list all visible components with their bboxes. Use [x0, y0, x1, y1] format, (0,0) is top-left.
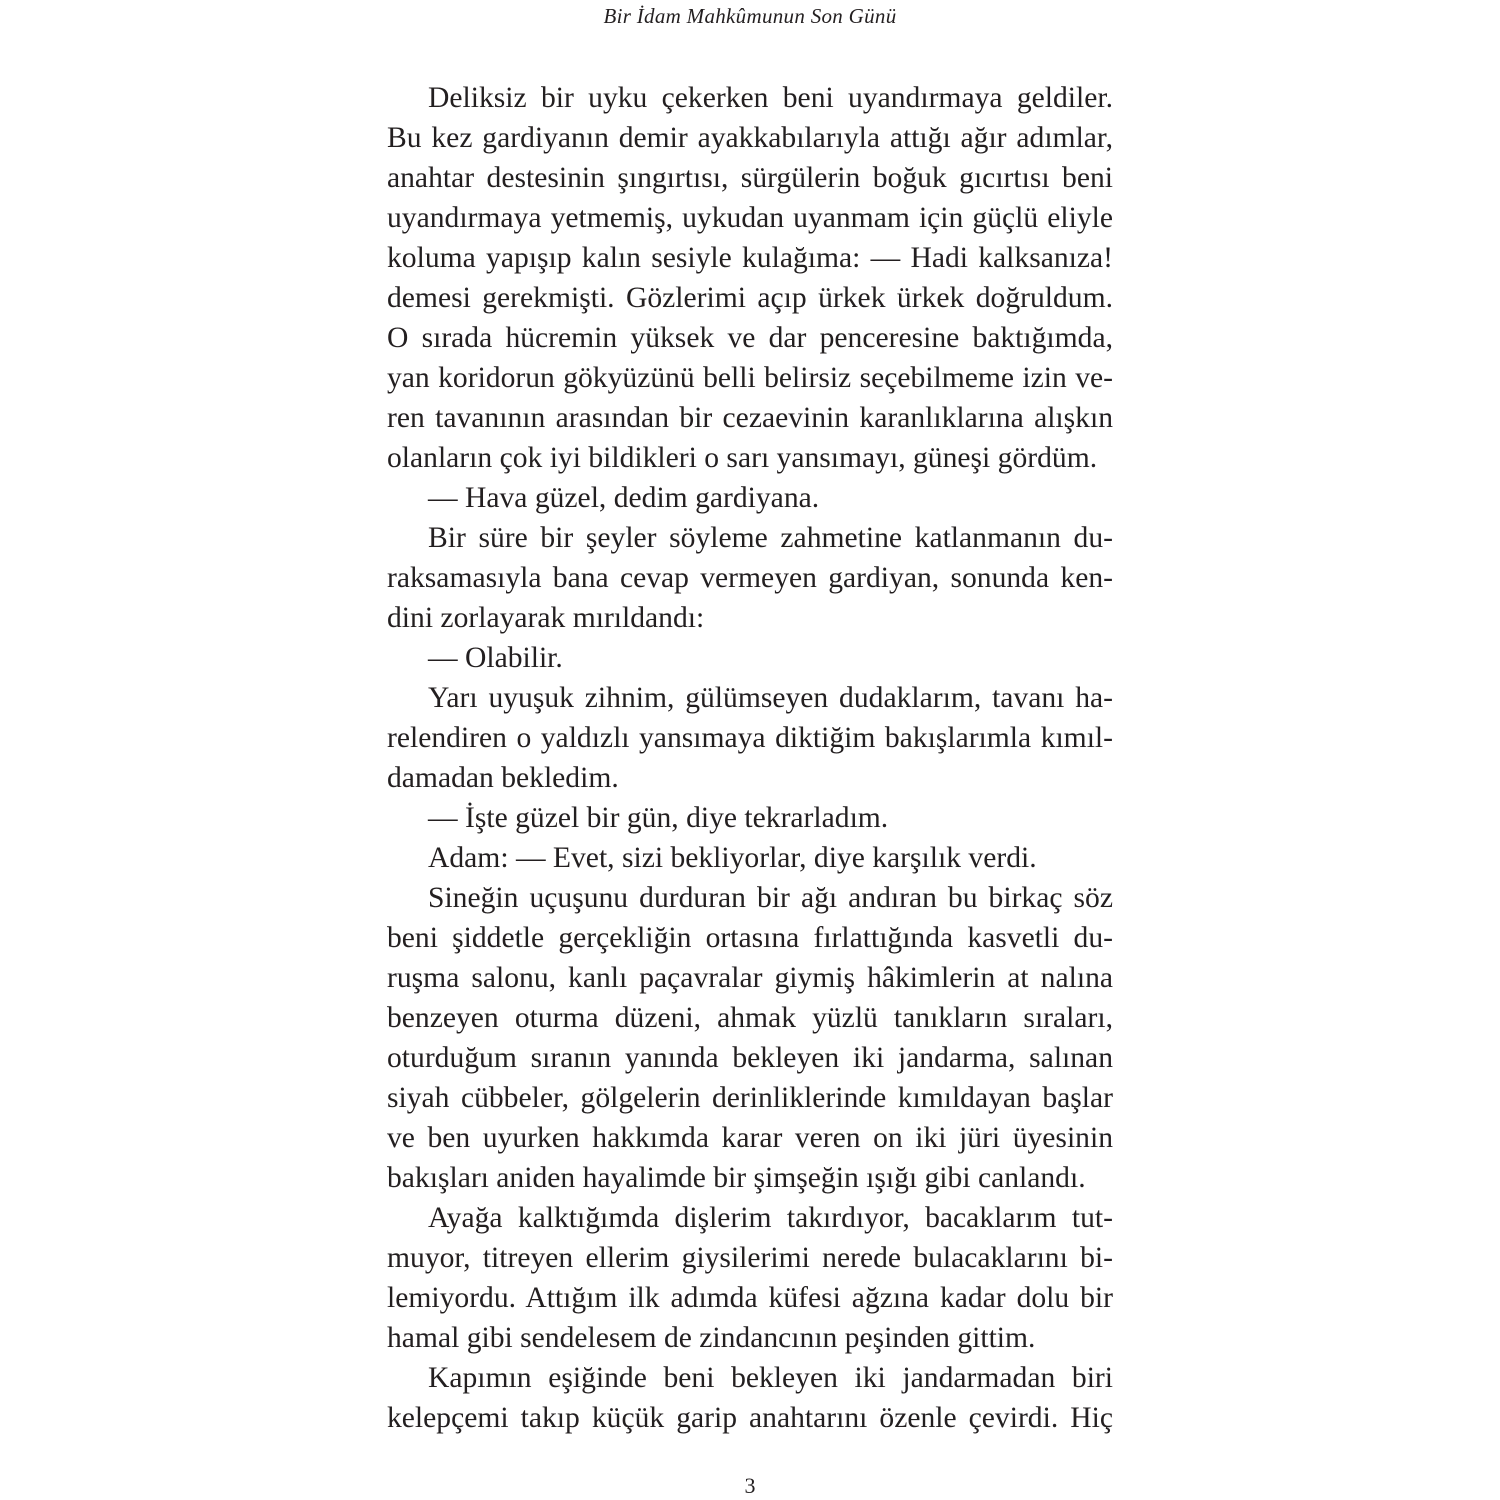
text-line: — İşte güzel bir gün, diye tekrarladım. [428, 802, 889, 834]
text-line: demesi gerekmişti. Gözlerimi açıp ürkek ürkek doğruldum. [387, 282, 1113, 314]
text-line: olanların çok iyi bildikleri o sarı yansımayı, güneşi gördüm. [387, 442, 1098, 474]
text-line: beni şiddetle gerçekliğin ortasına fırlattığında kasvetli du- [387, 922, 1113, 954]
text-line: Deliksiz bir uyku çekerken beni uyandırmaya geldiler. [428, 82, 1113, 114]
text-line: benzeyen oturma düzeni, ahmak yüzlü tanıkların sıraları, [387, 1002, 1113, 1034]
text-line: Yarı uyuşuk zihnim, gülümseyen dudaklarım, tavanı ha- [428, 682, 1113, 714]
text-line: relendiren o yaldızlı yansımaya diktiğim bakışlarımla kımıl- [387, 722, 1113, 754]
text-line: muyor, titreyen ellerim giysilerimi nerede bulacaklarını bi- [387, 1242, 1113, 1274]
text-line: O sırada hücremin yüksek ve dar penceresine baktığımda, [387, 322, 1113, 354]
text-line: — Olabilir. [428, 642, 563, 674]
text-line: damadan bekledim. [387, 762, 619, 794]
text-line: ren tavanının arasından bir cezaevinin karanlıklarına alışkın [387, 402, 1113, 434]
text-line: raksamasıyla bana cevap vermeyen gardiyan, sonunda ken- [387, 562, 1113, 594]
text-line: Kapımın eşiğinde beni bekleyen iki jandarmadan biri [428, 1362, 1113, 1394]
text-line: hamal gibi sendelesem de zindancının peşinden gittim. [387, 1322, 1036, 1354]
text-line: kelepçemi takıp küçük garip anahtarını özenle çevirdi. Hiç [387, 1402, 1113, 1434]
text-line: — Hava güzel, dedim gardiyana. [428, 482, 820, 514]
page-number: 3 [744, 1473, 756, 1498]
text-line: Adam: — Evet, sizi bekliyorlar, diye karşılık verdi. [428, 842, 1037, 874]
text-line: siyah cübbeler, gölgelerin derinliklerinde kımıldayan başlar [387, 1082, 1113, 1114]
text-line: oturduğum sıranın yanında bekleyen iki jandarma, salınan [387, 1042, 1113, 1074]
text-line: uyandırmaya yetmemiş, uykudan uyanmam için güçlü eliyle [387, 202, 1113, 234]
text-line: Sineğin uçuşunu durduran bir ağı andıran bu birkaç söz [428, 882, 1113, 914]
text-line: ruşma salonu, kanlı paçavralar giymiş hâkimlerin at nalına [387, 962, 1113, 994]
text-line: dini zorlayarak mırıldandı: [387, 602, 705, 634]
text-line: koluma yapışıp kalın sesiyle kulağıma: — Hadi kalksanıza! [387, 242, 1113, 274]
text-line: bakışları aniden hayalimde bir şimşeğin ışığı gibi canlandı. [387, 1162, 1086, 1194]
text-line: Bir süre bir şeyler söyleme zahmetine katlanmanın du- [428, 522, 1113, 554]
running-header-title: Bir İdam Mahkûmunun Son Günü [603, 4, 897, 28]
text-line: lemiyordu. Attığım ilk adımda küfesi ağzına kadar dolu bir [387, 1282, 1113, 1314]
body-text [387, 78, 1113, 1438]
text-line: Ayağa kalktığımda dişlerim takırdıyor, bacaklarım tut- [428, 1202, 1113, 1234]
text-line: yan koridorun gökyüzünü belli belirsiz seçebilmeme izin ve- [387, 362, 1113, 394]
text-line: ve ben uyurken hakkımda karar veren on iki jüri üyesinin [387, 1122, 1113, 1154]
text-line: anahtar destesinin şıngırtısı, sürgülerin boğuk gıcırtısı beni [387, 162, 1113, 194]
text-line: Bu kez gardiyanın demir ayakkabılarıyla attığı ağır adımlar, [387, 122, 1113, 154]
